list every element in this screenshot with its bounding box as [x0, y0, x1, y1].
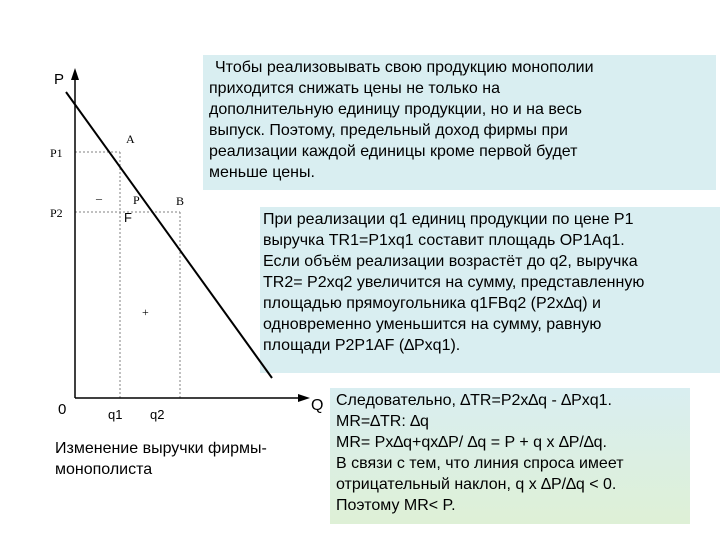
note-middle-line: выручка TR1=P1xq1 составит площадь OP1Aq1. — [263, 232, 625, 249]
note-top-line: Чтобы реализовывать свою продукцию монополии — [215, 59, 594, 76]
note-middle-line: TR2= P2xq2 увеличится на сумму, представленную — [263, 274, 645, 291]
point-a-label: A — [126, 132, 135, 146]
note-top-line: выпуск. Поэтому, предельный доход фирмы при — [209, 122, 568, 139]
q-axis-arrow — [298, 394, 310, 402]
note-top — [203, 55, 716, 190]
note-bottom-line: MR= Px∆q+qx∆P/ ∆q = P + q x ∆P/∆q. — [336, 434, 607, 451]
origin-label: 0 — [58, 401, 67, 418]
caption-line: Изменение выручки фирмы- — [55, 440, 267, 457]
note-bottom-line: отрицательный наклон, q x ∆P/∆q < 0. — [336, 476, 617, 493]
axis-p-label: P — [54, 71, 65, 88]
note-middle-line: Если объём реализации возрастёт до q2, выручка — [263, 253, 638, 270]
point-b-label: B — [176, 194, 185, 208]
point-f-label: F — [124, 210, 132, 225]
axis-q-label: Q — [311, 397, 324, 414]
note-top-line: меньше цены. — [209, 164, 315, 181]
q1-label: q1 — [108, 407, 123, 422]
note-middle-line: При реализации q1 единиц продукции по цене P1 — [263, 211, 634, 228]
note-bottom-line: В связи с тем, что линия спроса имеет — [336, 455, 624, 472]
note-top-line: реализации каждой единицы кроме первой будет — [209, 143, 578, 160]
note-top-line: приходится снижать цены не только на — [209, 80, 500, 97]
note-middle-line: площади P2P1AF (∆Pxq1). — [263, 337, 461, 354]
diagram-caption — [55, 438, 315, 480]
p1-label: P1 — [50, 146, 63, 160]
note-middle-line: площадью прямоугольника q1FBq2 (P2x∆q) и — [263, 295, 601, 312]
q2-label: q2 — [150, 407, 165, 422]
note-top-line: дополнительную единицу продукции, но и на весь — [209, 101, 582, 118]
plus-sign: + — [142, 305, 149, 319]
caption-line: монополиста — [55, 461, 153, 478]
p-axis-arrow — [71, 68, 79, 80]
minus-sign: – — [96, 191, 102, 205]
point-p-label: P — [133, 193, 140, 207]
note-bottom — [330, 388, 690, 524]
note-bottom-line: Поэтому MR< P. — [336, 497, 456, 514]
note-middle-line: одновременно уменьшится на сумму, равную — [263, 316, 602, 333]
note-bottom-line: MR=∆TR: ∆q — [336, 413, 429, 430]
note-middle — [260, 207, 720, 373]
p2-label: P2 — [50, 206, 63, 220]
note-bottom-line: Следовательно, ∆TR=P2x∆q - ∆Pxq1. — [336, 392, 612, 409]
